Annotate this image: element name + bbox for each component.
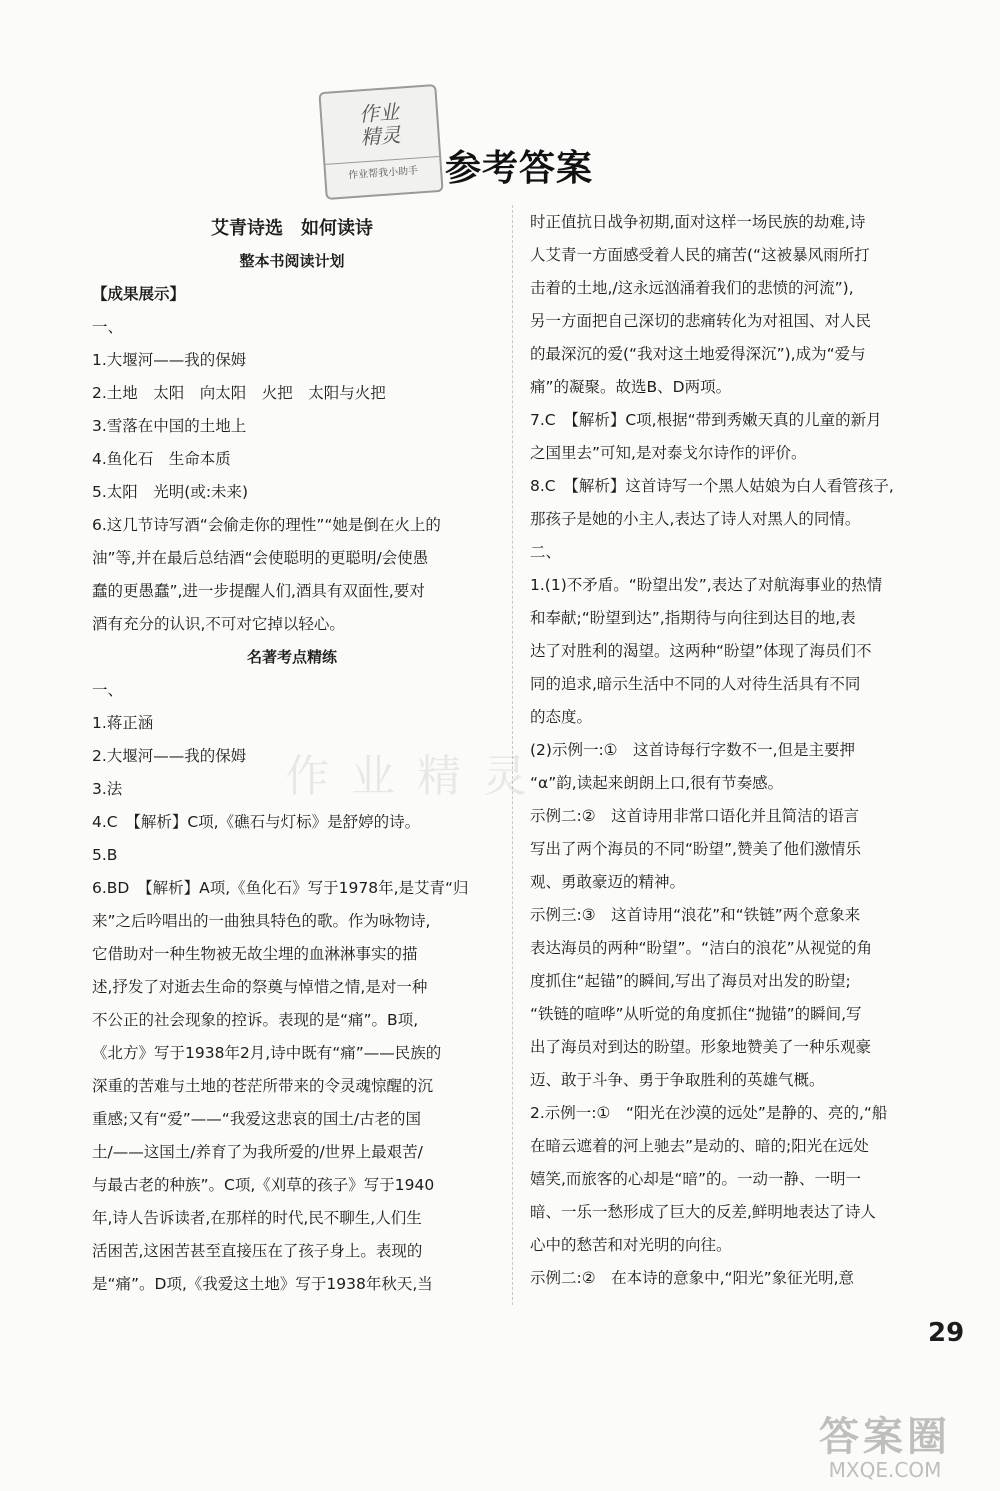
logo-line-2: MXQE.COM xyxy=(828,1458,942,1482)
text-line: 5.B xyxy=(92,846,118,864)
text-line: (2)示例一:① 这首诗每行字数不一,但是主要押 xyxy=(530,741,856,759)
text-line: 7.C 【解析】C项,根据“带到秀嫩天真的儿童的新月 xyxy=(530,411,882,429)
text-line: 油”等,并在最后总结酒“会使聪明的更聪明/会使愚 xyxy=(92,549,429,567)
text-line: 的态度。 xyxy=(530,708,593,726)
text-line: 击着的土地,/这永远汹涌着我们的悲愤的河流”), xyxy=(530,279,854,297)
text-line: 示例三:③ 这首诗用“浪花”和“铁链”两个意象来 xyxy=(530,906,861,924)
text-line: 1.(1)不矛盾。“盼望出发”,表达了对航海事业的热情 xyxy=(530,576,883,594)
text-line: 8.C 【解析】这首诗写一个黑人姑娘为白人看管孩子, xyxy=(530,477,894,495)
right-column xyxy=(530,206,930,1295)
text-line: 《北方》写于1938年2月,诗中既有“痛”——民族的 xyxy=(92,1044,442,1062)
text-line: 5.太阳 光明(或:未来) xyxy=(92,483,249,501)
text-line: 述,抒发了对逝去生命的祭奠与悼惜之情,是对一种 xyxy=(92,978,428,996)
text-line: 出了海员对到达的盼望。形象地赞美了一种乐观豪 xyxy=(530,1038,872,1056)
text-line: 示例二:② 这首诗用非常口语化并且简洁的语言 xyxy=(530,807,860,825)
page-number: 29 xyxy=(928,1318,965,1348)
watermark-text: 作业精灵 xyxy=(285,751,549,802)
text-line: 另一方面把自己深切的悲痛转化为对祖国、对人民 xyxy=(530,312,872,330)
text-line: 同的追求,暗示生活中不同的人对待生活具有不同 xyxy=(530,675,861,693)
text-line: 【成果展示】 xyxy=(92,285,186,303)
text-line: 在暗云遮着的河上驰去”是动的、暗的;阳光在远处 xyxy=(530,1137,869,1155)
text-line: 3.法 xyxy=(92,780,123,798)
text-line: 观、勇敢豪迈的精神。 xyxy=(530,873,686,891)
text-line: 嬉笑,而旅客的心却是“暗”的。一动一静、一明一 xyxy=(530,1170,861,1188)
text-line: 之国里去”可知,是对泰戈尔诗作的评价。 xyxy=(530,444,807,462)
text-line: 达了对胜利的渴望。这两种“盼望”体现了海员们不 xyxy=(530,642,872,660)
text-line: 暗、一乐一愁形成了巨大的反差,鲜明地表达了诗人 xyxy=(530,1203,876,1221)
stamp-line-2: 精灵 xyxy=(359,122,402,150)
text-line: 是“痛”。D项,《我爱这土地》写于1938年秋天,当 xyxy=(92,1275,433,1293)
text-line: 示例二:② 在本诗的意象中,“阳光”象征光明,意 xyxy=(530,1269,855,1287)
stamp-line-3: 作业帮我小助手 xyxy=(325,156,440,183)
text-line: 2.土地 太阳 向太阳 火把 太阳与火把 xyxy=(92,384,386,402)
text-line: 土/——这国土/养育了为我所爱的/世界上最艰苦/ xyxy=(92,1143,423,1161)
logo-line-1: 答案圈 xyxy=(819,1414,951,1460)
text-line: 名著考点精练 xyxy=(246,648,337,666)
text-line: 和奉献;“盼望到达”,指期待与向往到达目的地,表 xyxy=(530,609,856,627)
text-line: 一、 xyxy=(92,681,124,699)
text-line: 3.雪落在中国的土地上 xyxy=(92,417,247,435)
text-line: 2.大堰河——我的保姆 xyxy=(92,747,247,765)
text-line: 那孩子是她的小主人,表达了诗人对黑人的同情。 xyxy=(530,510,861,528)
text-line: 1.蒋正涵 xyxy=(92,714,154,732)
text-line: 写出了两个海员的不同“盼望”,赞美了他们激情乐 xyxy=(530,840,861,858)
text-line: 度抓住“起锚”的瞬间,写出了海员对出发的盼望; xyxy=(530,972,851,990)
text-line: 年,诗人告诉读者,在那样的时代,民不聊生,人们生 xyxy=(92,1209,422,1227)
text-line: 不公正的社会现象的控诉。表现的是“痛”。B项, xyxy=(92,1011,419,1029)
text-line: 它借助对一种生物被无故尘埋的血淋淋事实的描 xyxy=(92,945,418,963)
text-line: “铁链的喧哗”从听觉的角度抓住“抛锚”的瞬间,写 xyxy=(530,1005,862,1023)
text-line: 1.大堰河——我的保姆 xyxy=(92,351,247,369)
text-line: 时正值抗日战争初期,面对这样一场民族的劫难,诗 xyxy=(530,213,866,231)
text-line: 心中的愁苦和对光明的向往。 xyxy=(530,1236,732,1254)
text-line: 表达海员的两种“盼望”。“洁白的浪花”从视觉的角 xyxy=(530,939,873,957)
text-line: 6.BD 【解析】A项,《鱼化石》写于1978年,是艾青“归 xyxy=(92,879,469,897)
text-line: 人艾青一方面感受着人民的痛苦(“这被暴风雨所打 xyxy=(530,246,870,264)
text-line: 来”之后吟唱出的一曲独具特色的歌。作为咏物诗, xyxy=(92,912,431,930)
text-line: 活困苦,这困苦甚至直接压在了孩子身上。表现的 xyxy=(92,1242,423,1260)
text-line: 4.鱼化石 生命本质 xyxy=(92,450,231,468)
text-line: 艾青诗选 如何读诗 xyxy=(211,218,373,239)
text-line: 与最古老的种族”。C项,《刈草的孩子》写于1940 xyxy=(92,1176,435,1194)
text-line: 重感;又有“爱”——“我爱这悲哀的国土/古老的国 xyxy=(92,1110,422,1128)
homework-stamp-logo xyxy=(318,84,443,200)
text-line: 酒有充分的认识,不可对它掉以轻心。 xyxy=(92,615,345,633)
text-line: 6.这几节诗写酒“会偷走你的理性”“她是倒在火上的 xyxy=(92,516,441,534)
text-line: “α”韵,读起来朗朗上口,很有节奏感。 xyxy=(530,774,784,792)
text-line: 一、 xyxy=(92,318,124,336)
text-line: 蠢的更愚蠢”,进一步提醒人们,酒具有双面性,要对 xyxy=(92,582,425,600)
text-line: 整本书阅读计划 xyxy=(239,252,345,270)
text-line: 2.示例一:① “阳光在沙漠的远处”是静的、亮的,“船 xyxy=(530,1104,888,1122)
stamp-line-1: 作业 xyxy=(358,99,400,127)
text-line: 的最深沉的爱(“我对这土地爱得深沉”),成为“爱与 xyxy=(530,345,866,363)
page-title: 参考答案 xyxy=(445,148,594,189)
text-line: 4.C 【解析】C项,《礁石与灯标》是舒婷的诗。 xyxy=(92,813,421,831)
text-line: 二、 xyxy=(530,543,562,561)
text-line: 迈、敢于斗争、勇于争取胜利的英雄气概。 xyxy=(530,1071,825,1089)
site-logo-watermark xyxy=(790,1405,980,1485)
text-line: 痛”的凝聚。故选B、D两项。 xyxy=(530,378,732,396)
text-line: 深重的苦难与土地的苍茫所带来的令灵魂惊醒的沉 xyxy=(92,1077,434,1095)
